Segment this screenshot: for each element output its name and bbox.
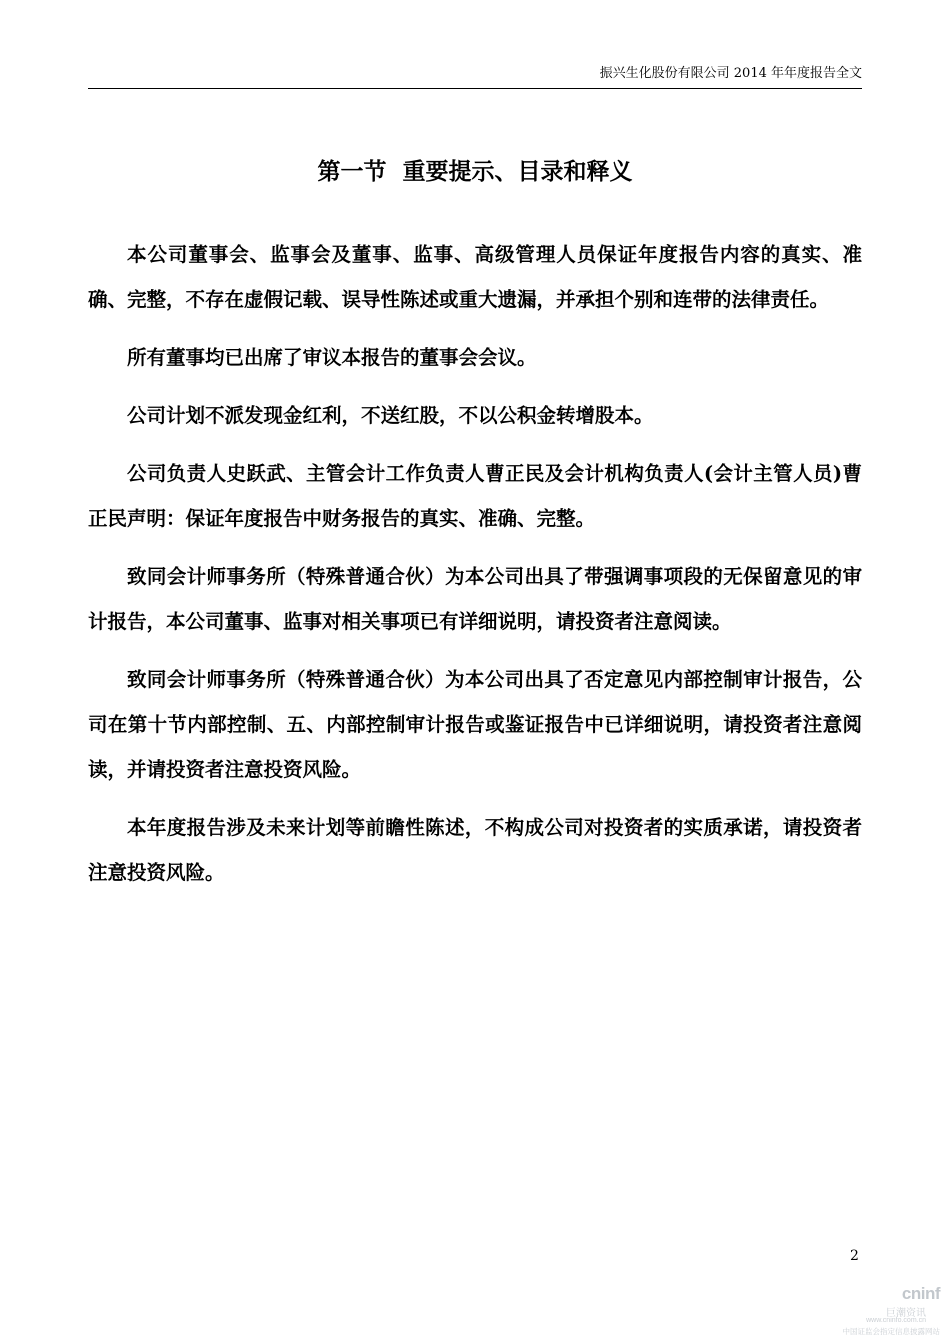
- paragraph: 所有董事均已出席了审议本报告的董事会会议。: [127, 346, 537, 369]
- header-title: 振兴生化股份有限公司 2014 年年度报告全文: [599, 66, 862, 81]
- watermark-logo: cninf: [901, 1284, 940, 1303]
- watermark-subtitle: 中国证监会指定信息披露网站: [842, 1327, 940, 1336]
- watermark-name: 巨潮资讯: [886, 1308, 926, 1319]
- watermark-url: www.cninfo.com.cn: [866, 1317, 926, 1324]
- paragraph: 公司计划不派发现金红利，不送红股，不以公积金转增股本。: [127, 404, 654, 427]
- paragraph: 公司负责人史跃武、主管会计工作负责人曹正民及会计机构负责人(会计主管人员)曹正民声明：保证年度报告中财务报告的真实、准确、完整。: [88, 462, 863, 530]
- paragraph: 本年度报告涉及未来计划等前瞻性陈述，不构成公司对投资者的实质承诺，请投资者注意投资风险。: [88, 816, 862, 884]
- paragraph: 致同会计师事务所（特殊普通合伙）为本公司出具了带强调事项段的无保留意见的审计报告，本公司董事、监事对相关事项已有详细说明，请投资者注意阅读。: [88, 565, 862, 633]
- paragraph: 致同会计师事务所（特殊普通合伙）为本公司出具了否定意见内部控制审计报告，公司在第十节内部控制、五、内部控制审计报告或鉴证报告中已详细说明，请投资者注意阅读，并请投资者注意投资风险。: [88, 668, 862, 781]
- section-title: 第一节 重要提示、目录和释义: [317, 158, 633, 185]
- body-text: [88, 232, 862, 908]
- page-number: 2: [850, 1248, 859, 1264]
- paragraph: 本公司董事会、监事会及董事、监事、高级管理人员保证年度报告内容的真实、准确、完整，不存在虚假记载、误导性陈述或重大遗漏，并承担个别和连带的法律责任。: [88, 243, 862, 311]
- page-header: [88, 64, 862, 89]
- cninfo-watermark: [830, 1284, 940, 1340]
